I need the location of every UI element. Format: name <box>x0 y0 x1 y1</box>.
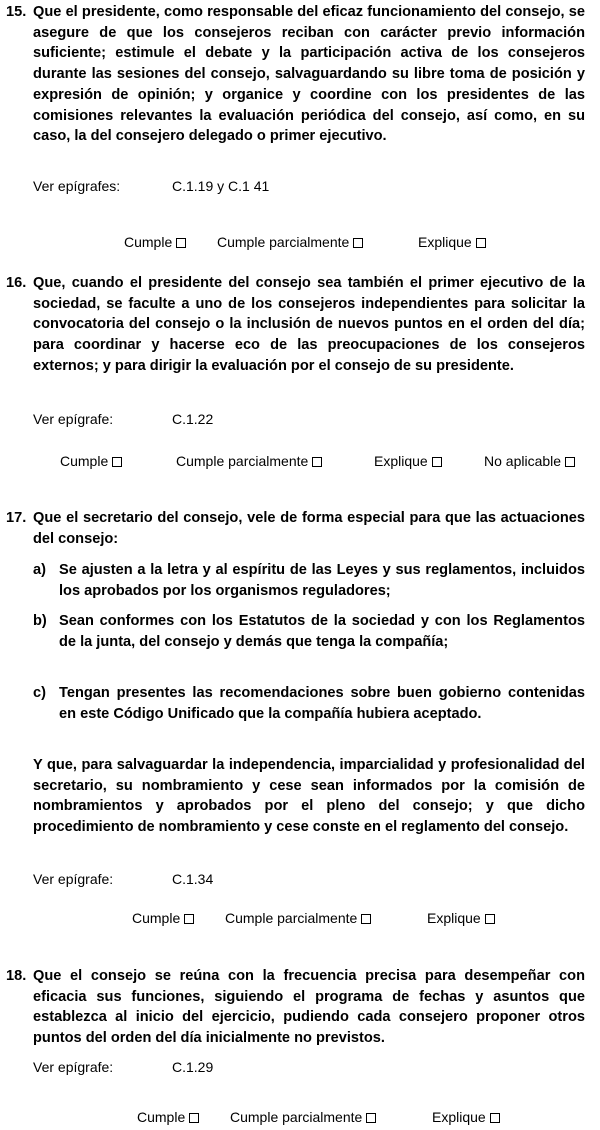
option-no-aplicable[interactable]: No aplicable <box>484 452 575 470</box>
reference-label: Ver epígrafe: <box>33 411 114 427</box>
checkbox[interactable] <box>366 1113 376 1123</box>
recommendation-text: Que el presidente, como responsable del eficaz funcionamiento del consejo, se asegure de que los consejeros reciban con carácter previo información suficiente; estimule el debate y la participación activa de los consejeros durante las sesiones del consejo, salvaguardando su libre toma de posición y expresión de opinión; y organice y coordine con los presidentes de las comisiones relevantes la evaluación periódica del consejo, así como, en su caso, la del consejero delegado o primer ejecutivo. <box>33 4 585 145</box>
checkbox[interactable] <box>476 238 486 248</box>
checkbox[interactable] <box>189 1113 199 1123</box>
recommendation-number: 17. <box>6 510 27 526</box>
option-cumple-parcialmente[interactable]: Cumple parcialmente <box>217 233 363 251</box>
item-letter: a) <box>33 562 46 578</box>
option-cumple-parcialmente[interactable]: Cumple parcialmente <box>176 452 322 470</box>
reference-value: C.1.19 y C.1 41 <box>172 178 270 194</box>
checkbox[interactable] <box>312 457 322 467</box>
reference-value: C.1.29 <box>172 1059 214 1075</box>
checkbox[interactable] <box>361 914 371 924</box>
reference-value: C.1.34 <box>172 871 214 887</box>
option-explique[interactable]: Explique <box>374 452 442 470</box>
checkbox[interactable] <box>353 238 363 248</box>
option-cumple[interactable]: Cumple <box>137 1108 199 1126</box>
recommendation-text: Que el consejo se reúna con la frecuencia precisa para desempeñar con eficacia sus funciones, siguiendo el programa de fechas y asuntos que establezca al inicio del ejercicio, pudiendo cada consejero proponer otros puntos del orden del día inicialmente no previstos. <box>33 968 585 1047</box>
option-cumple[interactable]: Cumple <box>124 233 186 251</box>
checkbox[interactable] <box>184 914 194 924</box>
recommendation-number: 18. <box>6 968 27 984</box>
reference-label: Ver epígrafes: <box>33 178 121 194</box>
recommendation-text: Que el secretario del consejo, vele de forma especial para que las actuaciones del consejo: <box>33 510 585 547</box>
checkbox[interactable] <box>432 457 442 467</box>
item-letter: b) <box>33 613 47 629</box>
option-cumple-parcialmente[interactable]: Cumple parcialmente <box>225 909 371 927</box>
option-cumple[interactable]: Cumple <box>60 452 122 470</box>
item-letter: c) <box>33 685 46 701</box>
checkbox[interactable] <box>565 457 575 467</box>
reference-label: Ver epígrafe: <box>33 871 114 887</box>
checkbox[interactable] <box>112 457 122 467</box>
recommendation-number: 16. <box>6 275 27 291</box>
checkbox[interactable] <box>485 914 495 924</box>
option-cumple[interactable]: Cumple <box>132 909 194 927</box>
option-explique[interactable]: Explique <box>432 1108 500 1126</box>
checkbox[interactable] <box>490 1113 500 1123</box>
option-cumple-parcialmente[interactable]: Cumple parcialmente <box>230 1108 376 1126</box>
recommendation-closing: Y que, para salvaguardar la independencia, imparcialidad y profesionalidad del secretario, su nombramiento y cese sean informados por la comisión de nombramientos y aprobados por el pleno del consejo; y que dicho procedimiento de nombramiento y cese conste en el reglamento del consejo. <box>33 757 585 836</box>
item-text: Se ajusten a la letra y al espíritu de las Leyes y sus reglamentos, incluidos los aprobados por los organismos reguladores; <box>59 562 585 599</box>
recommendation-number: 15. <box>6 4 27 20</box>
recommendation-text: Que, cuando el presidente del consejo sea también el primer ejecutivo de la sociedad, se faculte a uno de los consejeros independientes para solicitar la convocatoria del consejo o la inclusión de nuevos puntos en el orden del día; para coordinar y hacerse eco de las preocupaciones de los consejeros externos; y para dirigir la evaluación por el consejo de su presidente. <box>33 275 585 374</box>
reference-value: C.1.22 <box>172 411 214 427</box>
checkbox[interactable] <box>176 238 186 248</box>
item-text: Sean conformes con los Estatutos de la sociedad y con los Reglamentos de la junta, del consejo y demás que tenga la compañía; <box>59 613 585 650</box>
option-explique[interactable]: Explique <box>418 233 486 251</box>
option-explique[interactable]: Explique <box>427 909 495 927</box>
item-text: Tengan presentes las recomendaciones sobre buen gobierno contenidas en este Código Unificado que la compañía hubiera aceptado. <box>59 685 585 722</box>
reference-label: Ver epígrafe: <box>33 1059 114 1075</box>
